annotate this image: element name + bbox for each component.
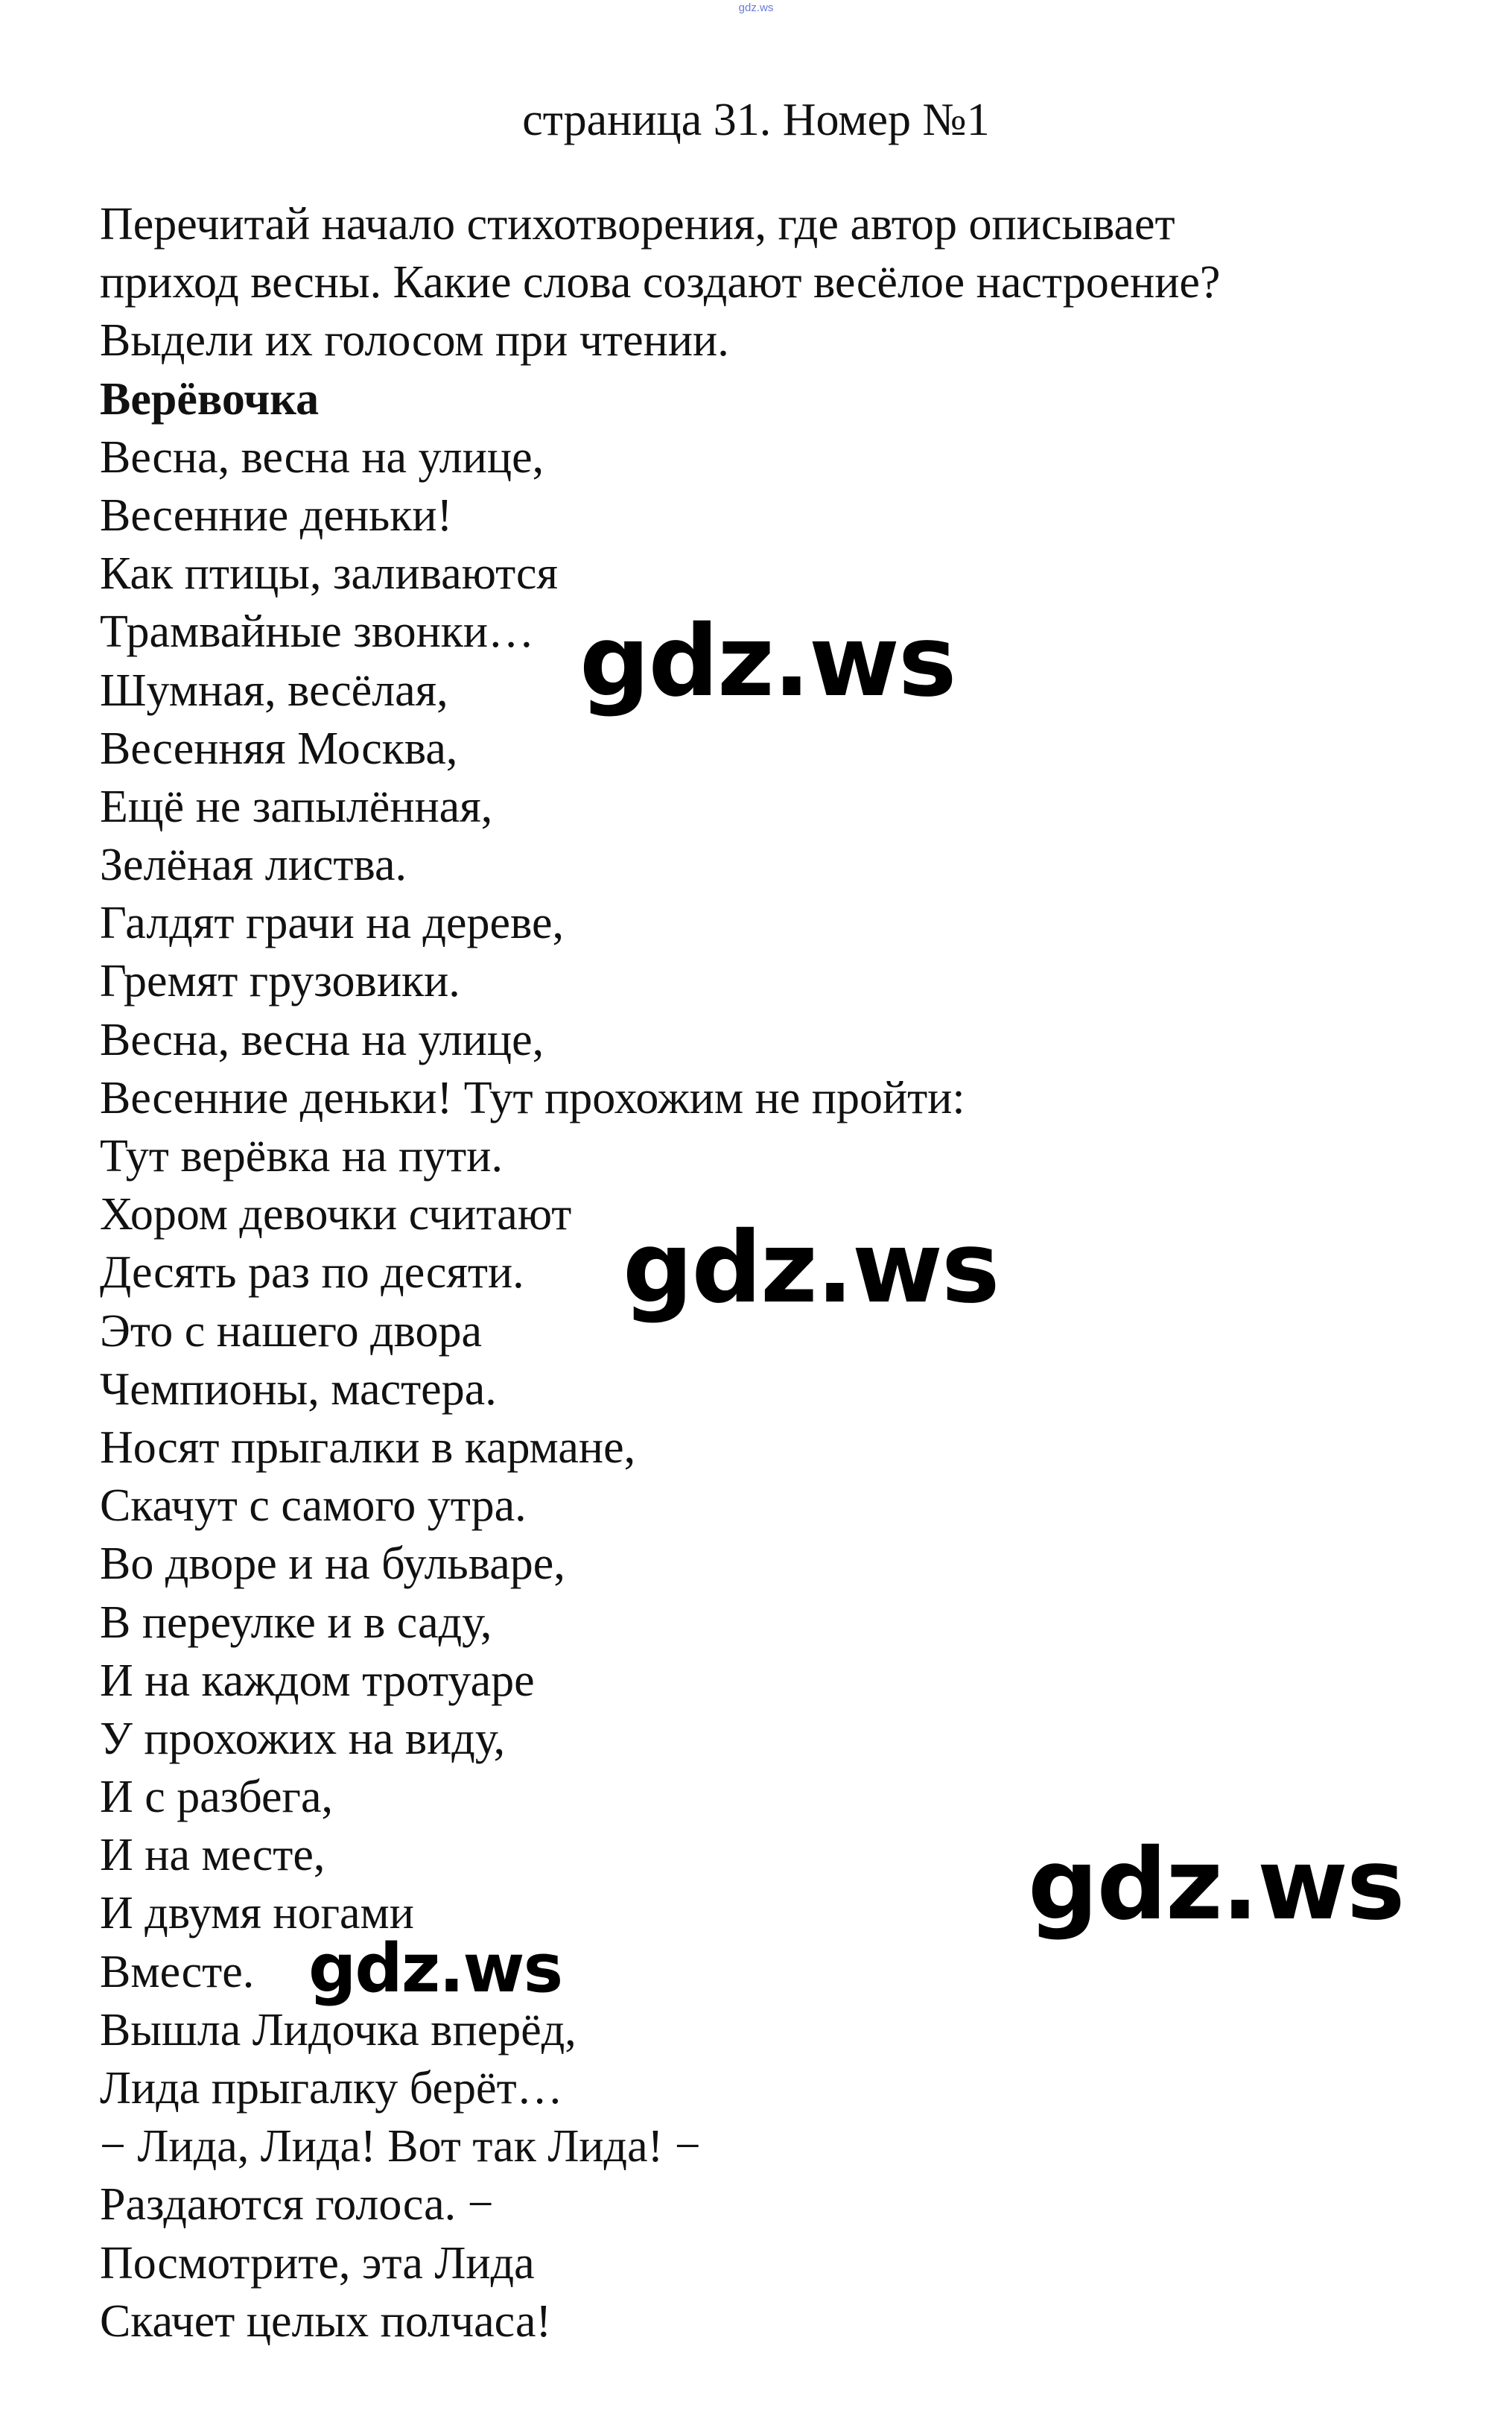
poem-line: Вместе. xyxy=(100,1946,255,1997)
top-watermark: gdz.ws xyxy=(738,1,774,14)
task-line: Перечитай начало стихотворения, где автор описывает xyxy=(100,199,1175,250)
poem-line: Скачут с самого утра. xyxy=(100,1480,527,1532)
poem-line: − Лида, Лида! Вот так Лида! − xyxy=(100,2121,701,2172)
poem-line: Десять раз по десяти. xyxy=(100,1247,524,1299)
poem-line: В переулке и в саду, xyxy=(100,1597,492,1648)
poem-line: Скачет целых полчаса! xyxy=(100,2295,552,2347)
poem-title: Верёвочка xyxy=(100,373,320,425)
task-line: приход весны. Какие слова создают весёлое настроение? xyxy=(100,257,1221,308)
poem-line: И двумя ногами xyxy=(100,1888,414,1939)
poem-line: Раздаются голоса. − xyxy=(100,2179,494,2231)
poem-line: Весенние деньки! Тут прохожим не пройти: xyxy=(100,1072,965,1123)
poem-line: Как птицы, заливаются xyxy=(100,548,559,600)
poem-line: Это с нашего двора xyxy=(100,1305,482,1357)
poem-line: Ещё не запылённая, xyxy=(100,781,493,832)
poem-line: Тут верёвка на пути. xyxy=(100,1131,503,1182)
poem-line: Весна, весна на улице, xyxy=(100,1014,544,1065)
watermark: gdz.ws xyxy=(623,1211,999,1325)
poem-line: Шумная, весёлая, xyxy=(100,665,448,716)
watermark: gdz.ws xyxy=(308,1930,562,2008)
poem-line: Весенняя Москва, xyxy=(100,723,458,774)
poem-line: Вышла Лидочка вперёд, xyxy=(100,2004,576,2055)
poem-line: Трамвайные звонки… xyxy=(100,606,535,658)
watermark: gdz.ws xyxy=(1028,1827,1404,1942)
poem-line: Весенние деньки! xyxy=(100,489,453,541)
poem-line: Лида прыгалку берёт… xyxy=(100,2063,563,2114)
poem-line: Носят прыгалки в кармане, xyxy=(100,1421,636,1473)
poem-line: Зелёная листва. xyxy=(100,840,407,891)
poem-line: И на каждом тротуаре xyxy=(100,1655,535,1706)
poem-line: Посмотрите, эта Лида xyxy=(100,2237,535,2289)
poem-line: Весна, весна на улице, xyxy=(100,431,544,483)
poem-line: Чемпионы, мастера. xyxy=(100,1363,497,1415)
poem-line: Хором девочки считают xyxy=(100,1189,572,1240)
task-line: Выдели их голосом при чтении. xyxy=(100,315,729,367)
poem-line: Гремят грузовики. xyxy=(100,956,460,1007)
page-title: страница 31. Номер №1 xyxy=(522,95,990,145)
poem-line: Во дворе и на бульваре, xyxy=(100,1538,565,1590)
poem-line: Галдят грачи на дереве, xyxy=(100,898,564,949)
poem-line: И с разбега, xyxy=(100,1772,333,1823)
poem-line: У прохожих на виду, xyxy=(100,1713,506,1764)
poem-line: И на месте, xyxy=(100,1830,325,1881)
watermark: gdz.ws xyxy=(579,604,956,719)
